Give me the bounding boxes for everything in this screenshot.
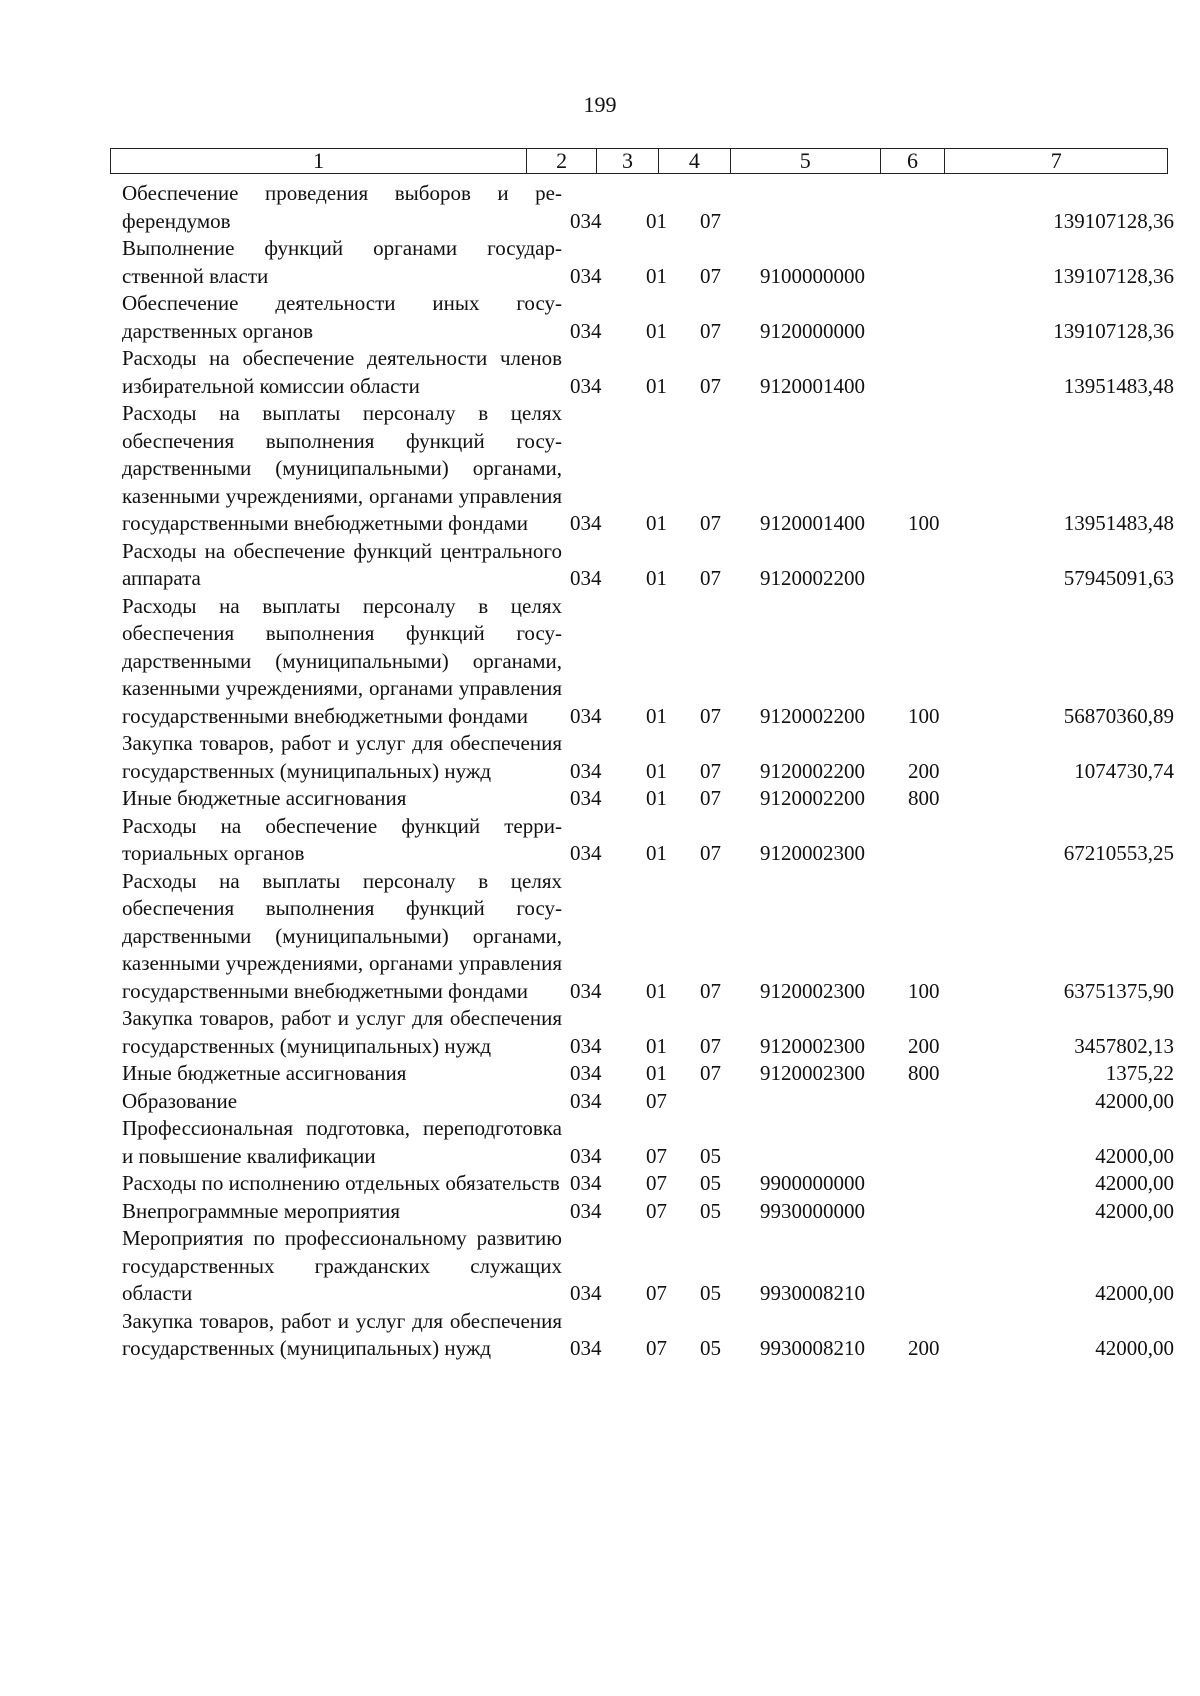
table-row	[122, 1005, 1174, 1060]
row-code-subsection: 05	[700, 1171, 721, 1195]
row-code-admin: 034	[570, 978, 602, 1003]
row-code-admin: 034	[570, 1088, 602, 1113]
row-code-admin: 034	[570, 758, 602, 783]
row-code-section: 01	[646, 1033, 667, 1058]
row-code-admin: 034	[570, 208, 602, 233]
row-amount: 67210553,25	[1063, 841, 1174, 865]
row-description: Внепрограммные мероприятия	[122, 1198, 401, 1223]
row-code-admin: 034	[570, 1281, 602, 1305]
row-amount: 13951483,48	[1063, 511, 1174, 535]
row-code-section: 01	[646, 1061, 667, 1085]
row-code-subsection: 07	[700, 566, 721, 590]
page-number: 199	[583, 92, 617, 117]
row-amount: 56870360,89	[1063, 703, 1174, 728]
row-code-subsection: 07	[700, 318, 721, 343]
row-description: Иные бюджетные ассигнования	[122, 786, 407, 810]
table-row	[122, 785, 1174, 813]
row-code-subsection: 07	[700, 758, 721, 783]
header-col-6: 6	[881, 149, 946, 173]
row-code-admin: 034	[570, 318, 602, 343]
row-code-target: 9900000000	[760, 1171, 865, 1195]
header-col-2: 2	[527, 149, 597, 173]
row-code-admin: 034	[570, 1061, 602, 1085]
row-code-admin: 034	[570, 841, 602, 865]
table-row	[122, 1225, 1174, 1308]
row-code-subsection: 07	[700, 703, 721, 728]
row-amount: 42000,00	[1095, 1336, 1174, 1360]
table-row	[122, 290, 1174, 345]
row-amount: 42000,00	[1095, 1198, 1174, 1223]
row-code-section: 01	[646, 978, 667, 1003]
row-description: Выполнение функций органами государственной власти	[122, 236, 562, 288]
row-amount: 1074730,74	[1074, 758, 1174, 783]
header-col-4: 4	[659, 149, 731, 173]
row-amount: 3457802,13	[1074, 1033, 1174, 1058]
row-code-subsection: 07	[700, 1033, 721, 1058]
row-code-subsection: 07	[700, 373, 721, 398]
row-code-target: 9100000000	[760, 263, 865, 288]
table-row	[122, 1115, 1174, 1170]
row-code-expense-type: 100	[908, 703, 940, 728]
row-code-section: 01	[646, 373, 667, 398]
row-code-target: 9930000000	[760, 1198, 865, 1223]
header-col-5: 5	[731, 149, 881, 173]
row-code-admin: 034	[570, 1336, 602, 1360]
row-code-target: 9120002200	[760, 758, 865, 783]
table-row	[122, 868, 1174, 1006]
row-code-target: 9120002200	[760, 566, 865, 590]
row-code-subsection: 05	[700, 1281, 721, 1305]
row-code-admin: 034	[570, 786, 602, 810]
row-code-subsection: 05	[700, 1143, 721, 1168]
row-code-section: 07	[646, 1336, 667, 1360]
row-code-subsection: 07	[700, 978, 721, 1003]
row-code-expense-type: 100	[908, 978, 940, 1003]
row-code-section: 07	[646, 1198, 667, 1223]
row-description: Закупка товаров, работ и услуг для обеспечения государственных (муниципальных) нужд	[122, 1006, 562, 1058]
row-code-section: 07	[646, 1171, 667, 1195]
row-code-admin: 034	[570, 703, 602, 728]
row-code-subsection: 07	[700, 263, 721, 288]
row-code-expense-type: 800	[908, 786, 940, 810]
row-code-target: 9120002300	[760, 841, 865, 865]
row-amount: 42000,00	[1095, 1171, 1174, 1195]
row-description: Иные бюджетные ассигнования	[122, 1061, 407, 1085]
row-amount: 63751375,90	[1063, 978, 1174, 1003]
table-row	[122, 538, 1174, 593]
header-col-3: 3	[597, 149, 659, 173]
table-row	[122, 1308, 1174, 1363]
row-description: Закупка товаров, работ и услуг для обеспечения государственных (муниципальных) нужд	[122, 731, 562, 783]
row-code-subsection: 07	[700, 208, 721, 233]
row-code-admin: 034	[570, 263, 602, 288]
row-code-target: 9930008210	[760, 1336, 865, 1360]
row-code-target: 9120002200	[760, 703, 865, 728]
row-code-section: 01	[646, 786, 667, 810]
row-code-expense-type: 200	[908, 1033, 940, 1058]
row-amount: 139107128,36	[1053, 318, 1174, 343]
row-code-admin: 034	[570, 1033, 602, 1058]
row-code-subsection: 05	[700, 1336, 721, 1360]
row-code-target: 9120002200	[760, 786, 865, 810]
table-row	[122, 235, 1174, 290]
row-description: Расходы на обеспечение деятельности членов избирательной комиссии области	[122, 346, 562, 398]
row-code-target: 9120000000	[760, 318, 865, 343]
row-code-section: 01	[646, 566, 667, 590]
row-code-section: 01	[646, 511, 667, 535]
row-description: Расходы на выплаты персоналу в целях обеспечения выполнения функций государственными (муниципальными) органами, казенными учреждениями, органами управления государственными внебюджетными фондами	[122, 401, 562, 535]
table-row	[122, 813, 1174, 868]
row-code-admin: 034	[570, 511, 602, 535]
row-amount: 13951483,48	[1063, 373, 1174, 398]
row-code-expense-type: 200	[908, 1336, 940, 1360]
row-code-section: 07	[646, 1281, 667, 1305]
row-code-target: 9120002300	[760, 1033, 865, 1058]
row-code-expense-type: 100	[908, 511, 940, 535]
row-code-admin: 034	[570, 1171, 602, 1195]
row-code-section: 01	[646, 318, 667, 343]
row-description: Расходы по исполнению отдельных обязательств	[122, 1171, 560, 1195]
row-code-section: 07	[646, 1088, 667, 1113]
row-code-section: 07	[646, 1143, 667, 1168]
row-description: Расходы на выплаты персоналу в целях обеспечения выполнения функций государственными (муниципальными) органами, казенными учреждениями, органами управления государственными внебюджетными фондами	[122, 593, 562, 728]
row-code-section: 01	[646, 208, 667, 233]
table-header	[110, 148, 1168, 174]
row-code-subsection: 05	[700, 1198, 721, 1223]
row-description: Обеспечение деятельности иных государственных органов	[122, 291, 562, 343]
row-code-target: 9120001400	[760, 511, 865, 535]
row-code-section: 01	[646, 758, 667, 783]
row-code-admin: 034	[570, 373, 602, 398]
header-col-7: 7	[1050, 148, 1062, 173]
row-code-subsection: 07	[700, 786, 721, 810]
table-row	[122, 730, 1174, 785]
row-code-target: 9120002300	[760, 1061, 865, 1085]
row-code-admin: 034	[570, 1143, 602, 1168]
row-description: Мероприятия по профессиональному развитию государственных гражданских служащих области	[122, 1226, 562, 1305]
row-code-target: 9120001400	[760, 373, 865, 398]
row-description: Расходы на обеспечение функций центрального аппарата	[122, 538, 562, 590]
row-code-target: 9120002300	[760, 978, 865, 1003]
table-row	[122, 1170, 1174, 1198]
row-amount: 42000,00	[1095, 1143, 1174, 1168]
row-amount: 42000,00	[1095, 1281, 1174, 1305]
row-description: Обеспечение проведения выборов и референдумов	[122, 181, 562, 233]
row-amount: 139107128,36	[1053, 208, 1174, 233]
row-code-expense-type: 200	[908, 758, 940, 783]
row-code-subsection: 07	[700, 511, 721, 535]
row-amount: 42000,00	[1095, 1088, 1174, 1113]
row-description: Расходы на обеспечение функций территориальных органов	[122, 813, 562, 865]
table-row	[122, 345, 1174, 400]
table-row	[122, 180, 1174, 235]
row-amount: 57945091,63	[1063, 566, 1174, 590]
table-row	[122, 1198, 1174, 1226]
row-description: Расходы на выплаты персоналу в целях обеспечения выполнения функций государственными (муниципальными) органами, казенными учреждениями, органами управления государственными внебюджетными фондами	[122, 868, 562, 1003]
row-amount: 1375,22	[1105, 1061, 1174, 1085]
table-row	[122, 593, 1174, 731]
row-description: Образование	[122, 1088, 238, 1113]
row-description: Профессиональная подготовка, переподготовка и повышение квалификации	[122, 1116, 562, 1168]
table-body	[122, 180, 1174, 1363]
row-code-target: 9930008210	[760, 1281, 865, 1305]
row-code-subsection: 07	[700, 841, 721, 865]
row-code-subsection: 07	[700, 1061, 721, 1085]
row-amount: 139107128,36	[1053, 263, 1174, 288]
header-col-1: 1	[111, 149, 527, 173]
row-description: Закупка товаров, работ и услуг для обеспечения государственных (муниципальных) нужд	[122, 1308, 562, 1360]
row-code-admin: 034	[570, 1198, 602, 1223]
table-row	[122, 1060, 1174, 1088]
row-code-section: 01	[646, 263, 667, 288]
row-code-admin: 034	[570, 566, 602, 590]
row-code-section: 01	[646, 703, 667, 728]
table-row	[122, 1088, 1174, 1116]
table-row	[122, 400, 1174, 538]
row-code-section: 01	[646, 841, 667, 865]
row-code-expense-type: 800	[908, 1061, 940, 1085]
